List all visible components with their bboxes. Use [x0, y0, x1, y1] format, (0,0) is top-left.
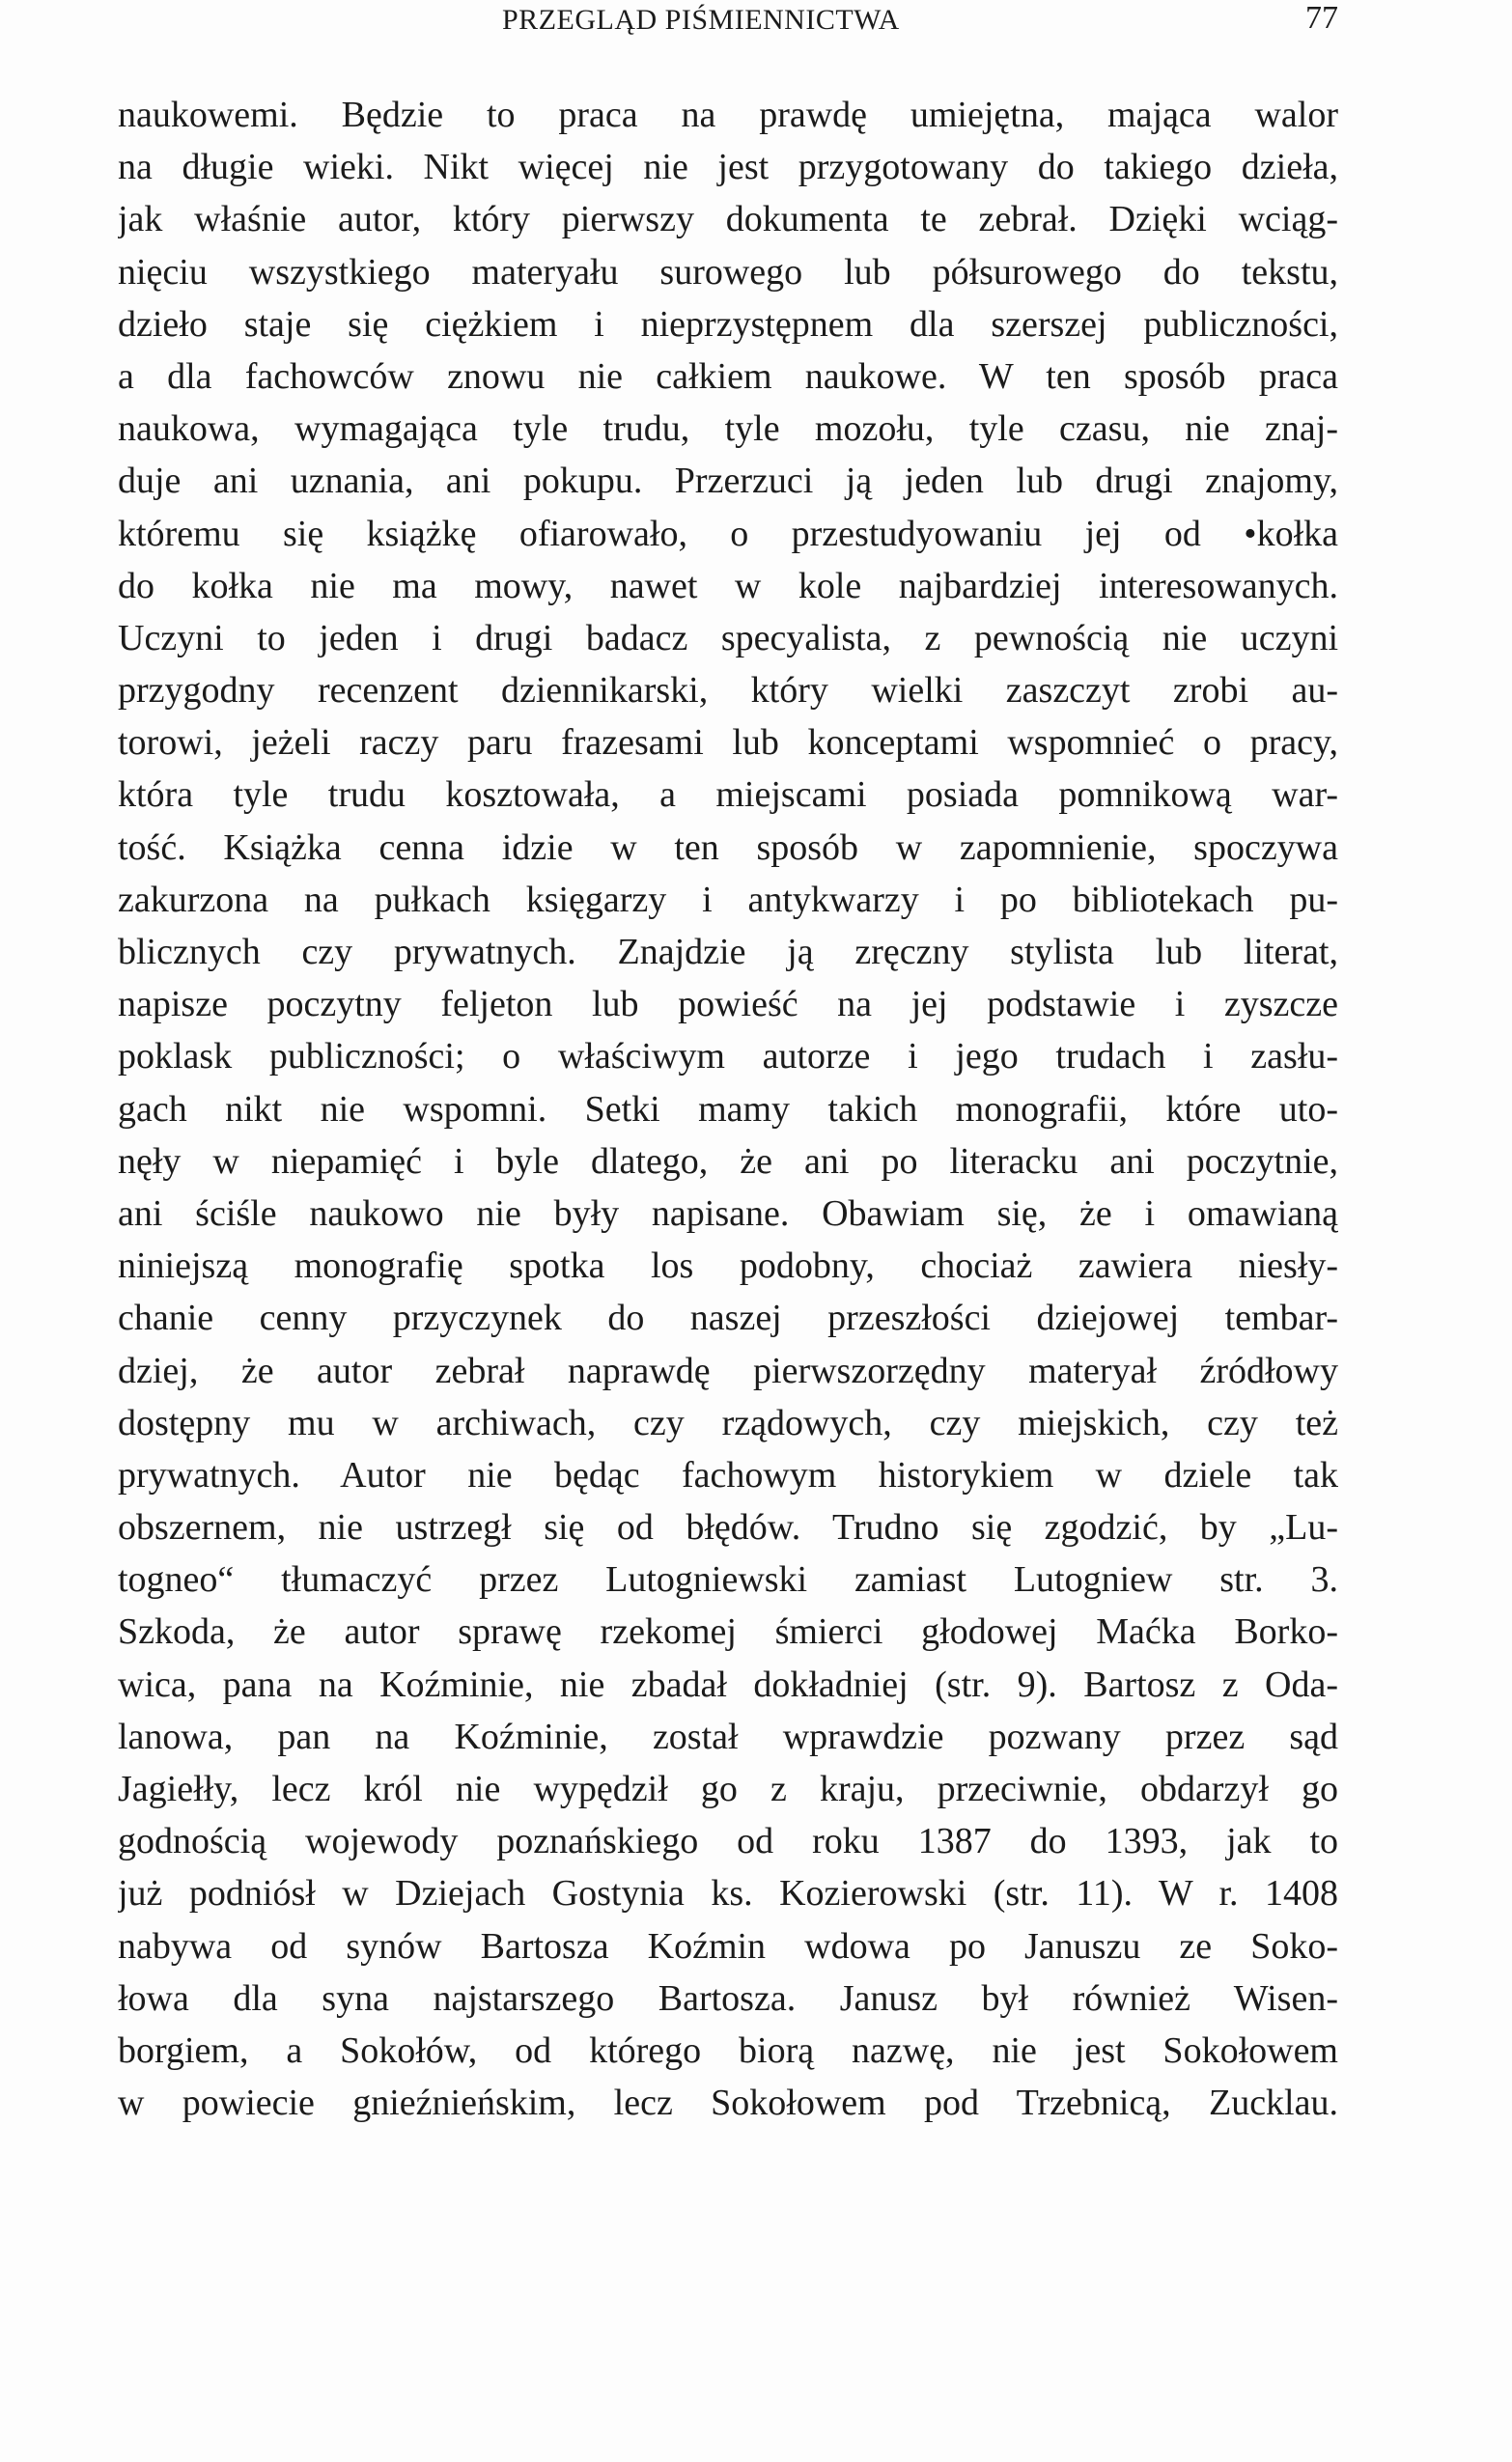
text-line: nabywa od synów Bartosza Koźmin wdowa po Januszu ze Soko- — [118, 1925, 1338, 1967]
text-line: do kołka nie ma mowy, nawet w kole najbardziej interesowanych. — [118, 565, 1338, 606]
text-line: ani ściśle naukowo nie były napisane. Obawiam się, że i omawianą — [118, 1192, 1338, 1234]
page-header — [118, 0, 1338, 46]
text-line: naukowemi. Będzie to praca na prawdę umiejętna, mająca walor — [118, 95, 1338, 135]
text-line: naukowa, wymagająca tyle trudu, tyle mozołu, tyle czasu, nie znaj- — [118, 408, 1338, 450]
text-line: poklask publiczności; o właściwym autorze i jego trudach i zasłu- — [118, 1036, 1338, 1077]
page-number: 77 — [1305, 0, 1338, 36]
text-line: na długie wieki. Nikt więcej nie jest przygotowany do takiego dzieła, — [118, 147, 1338, 188]
text-line: łowa dla syna najstarszego Bartosza. Janusz był również Wisen- — [118, 1977, 1338, 2019]
text-line: w powiecie gnieźnieńskim, lecz Sokołowem pod Trzebnicą, Zucklau. — [118, 2083, 1338, 2124]
running-head: PRZEGLĄD PIŚMIENNICTWA — [502, 4, 900, 36]
text-line: duje ani uznania, ani pokupu. Przerzuci ją jeden lub drugi znajomy, — [118, 461, 1338, 502]
text-line: blicznych czy prywatnych. Znajdzie ją zręczny stylista lub literat, — [118, 932, 1338, 972]
text-line: prywatnych. Autor nie będąc fachowym historykiem w dziele tak — [118, 1454, 1338, 1496]
text-line: gach nikt nie wspomni. Setki mamy takich monografii, które uto- — [118, 1088, 1338, 1130]
text-line: lanowa, pan na Koźminie, został wprawdzie pozwany przez sąd — [118, 1716, 1338, 1757]
text-line: dostępny mu w archiwach, czy rządowych, czy miejskich, czy też — [118, 1402, 1338, 1443]
body-text — [118, 89, 1338, 2129]
text-line: dziej, że autor zebrał naprawdę pierwszorzędny materyał źródłowy — [118, 1350, 1338, 1391]
text-line: nęły w niepamięć i byle dlatego, że ani po literacku ani poczytnie, — [118, 1140, 1338, 1182]
text-line: dzieło staje się ciężkiem i nieprzystępnem dla szerszej publiczności, — [118, 303, 1338, 345]
text-line: napisze poczytny feljeton lub powieść na jej podstawie i zyszcze — [118, 984, 1338, 1025]
text-line: chanie cenny przyczynek do naszej przeszłości dziejowej tembar- — [118, 1298, 1338, 1339]
text-line: Jagiełły, lecz król nie wypędził go z kraju, przeciwnie, obdarzył go — [118, 1769, 1338, 1809]
text-line: obszernem, nie ustrzegł się od błędów. Trudno się zgodzić, by „Lu- — [118, 1507, 1338, 1549]
text-line: nięciu wszystkiego materyału surowego lub półsurowego do tekstu, — [118, 251, 1338, 293]
text-line: już podniósł w Dziejach Gostynia ks. Kozierowski (str. 11). W r. 1408 — [118, 1873, 1338, 1915]
text-line: przygodny recenzent dziennikarski, który wielki zaszczyt zrobi au- — [118, 670, 1338, 712]
text-line: borgiem, a Sokołów, od którego biorą nazwę, nie jest Sokołowem — [118, 2029, 1338, 2071]
text-line: togneo“ tłumaczyć przez Lutogniewski zamiast Lutogniew str. 3. — [118, 1559, 1338, 1601]
text-line: Szkoda, że autor sprawę rzekomej śmierci głodowej Maćka Borko- — [118, 1611, 1338, 1653]
text-line: tość. Książka cenna idzie w ten sposób w zapomnienie, spoczywa — [118, 826, 1338, 868]
text-line: niniejszą monografię spotka los podobny, chociaż zawiera niesły- — [118, 1245, 1338, 1287]
text-line: godnością wojewody poznańskiego od roku 1387 do 1393, jak to — [118, 1821, 1338, 1862]
text-line: wica, pana na Koźminie, nie zbadał dokładniej (str. 9). Bartosz z Oda- — [118, 1664, 1338, 1705]
text-line: któremu się książkę ofiarowało, o przestudyowaniu jej od •kołka — [118, 513, 1338, 554]
text-line: a dla fachowców znowu nie całkiem naukowe. W ten sposób praca — [118, 355, 1338, 397]
text-line: torowi, jeżeli raczy paru frazesami lub konceptami wspomnieć o pracy, — [118, 722, 1338, 764]
text-line: jak właśnie autor, który pierwszy dokumenta te zebrał. Dzięki wciąg- — [118, 199, 1338, 240]
text-line: która tyle trudu kosztowała, a miejscami posiada pomnikową war- — [118, 774, 1338, 816]
text-line: zakurzona na pułkach księgarzy i antykwarzy i po bibliotekach pu- — [118, 879, 1338, 920]
text-line: Uczyni to jeden i drugi badacz specyalista, z pewnością nie uczyni — [118, 617, 1338, 658]
